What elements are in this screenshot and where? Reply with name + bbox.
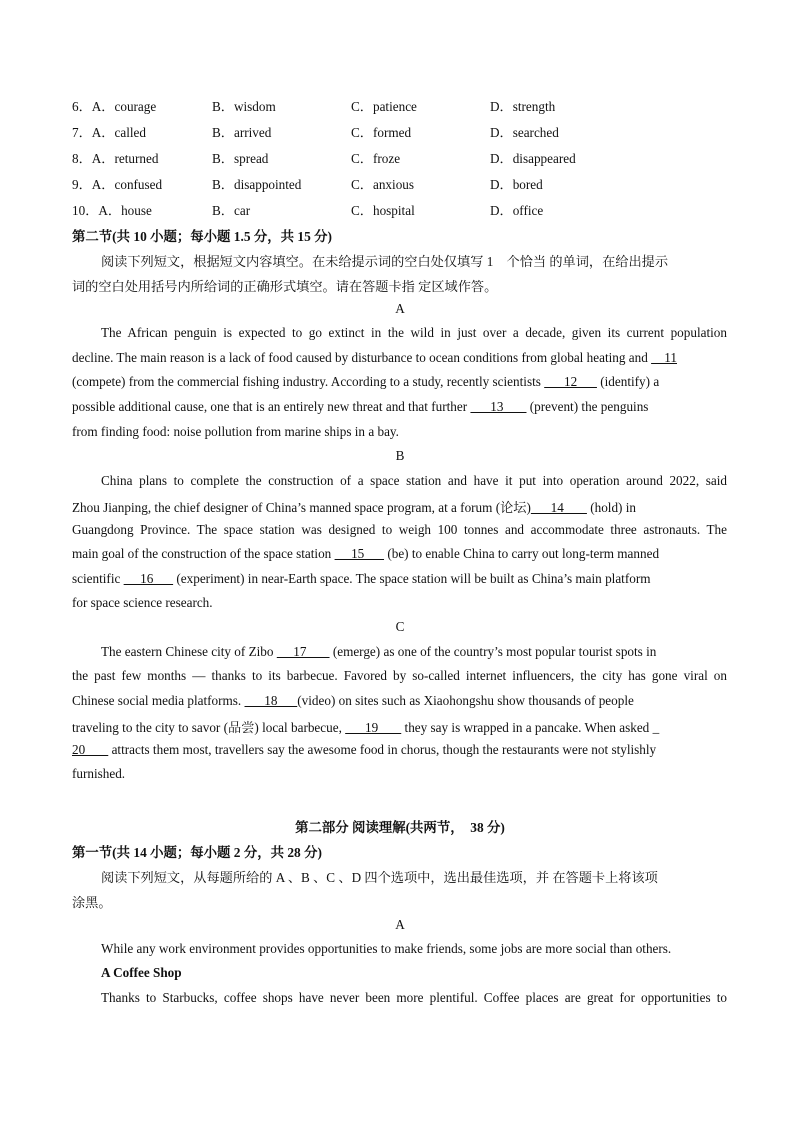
passage-line (72, 350, 727, 366)
passage-line: the past few months — thanks to its barbecue. Favored by so-called internet influencers, the city has gone viral on (72, 668, 727, 683)
blank-13: 13 (470, 399, 527, 414)
text: scientific (72, 571, 124, 586)
passage-line: furnished. (72, 766, 126, 781)
text: (be) to enable China to carry out long-term manned (384, 546, 660, 561)
passage-line (72, 399, 727, 415)
option-d: D．office (490, 203, 544, 218)
option-b: B．arrived (212, 125, 272, 140)
option-c: C．froze (351, 151, 401, 166)
option-d: D．bored (490, 177, 543, 192)
option-c: C．anxious (351, 177, 415, 192)
passage-line (72, 374, 727, 390)
blank-18: 18 (244, 693, 298, 708)
passage-line: Thanks to Starbucks, coffee shops have never been more plentiful. Coffee places are great for opportunities to (101, 990, 727, 1005)
passage-line: China plans to complete the construction of a space station and have it put into operation around 2022, said (101, 473, 727, 488)
passage-label: A (395, 917, 405, 932)
option-row-7 (72, 122, 732, 142)
passage-line (72, 693, 727, 709)
option-c: C．formed (351, 125, 412, 140)
text: (compete) from the commercial fishing industry. According to a study, recently scientists (72, 374, 545, 389)
passage-label: C (395, 619, 405, 634)
text: attracts them most, travellers say the awesome food in chorus, though the restaurants were not stylishly (108, 742, 657, 757)
passage-line (72, 644, 727, 660)
text: (video) on sites such as Xiaohongshu show thousands of people (297, 693, 634, 708)
option-d: D．disappeared (490, 151, 576, 166)
text: (identify) a (596, 374, 660, 389)
text: possible additional cause, one that is an entirely new threat and that further (72, 399, 471, 414)
option-a: 10．A．house (72, 203, 152, 218)
text: Chinese social media platforms. (72, 693, 245, 708)
blank-16: 16 (123, 571, 174, 586)
section-title: 第二节(共 10 小题；每小题 1.5 分，共 15 分) (72, 229, 332, 244)
text: main goal of the construction of the space station (72, 546, 335, 561)
passage-line (72, 497, 727, 516)
option-a: 6．A．courage (72, 99, 157, 114)
text: (experiment) in near-Earth space. The space station will be built as China’s main platform (173, 571, 651, 586)
option-a: 8．A．returned (72, 151, 159, 166)
text: (prevent) the penguins (526, 399, 649, 414)
instruction-line: 阅读下列短文，从每题所给的 A 、B 、C 、D 四个选项中，选出最佳选项，并 在答题卡上将该项 (101, 870, 658, 885)
blank-12: 12 (544, 374, 597, 389)
text: (hold) in (586, 500, 637, 515)
passage-line (72, 571, 727, 587)
text: The eastern Chinese city of Zibo (101, 644, 277, 659)
option-row-8 (72, 148, 732, 168)
option-b: B．wisdom (212, 99, 276, 114)
blank-11: 11 (651, 350, 677, 365)
option-a: 9．A．confused (72, 177, 163, 192)
passage-line: The African penguin is expected to go extinct in the wild in just over a decade, given its current population (101, 325, 727, 340)
blank-19: 19 (345, 720, 402, 735)
instruction-line: 涂黑。 (72, 895, 112, 910)
option-d: D．strength (490, 99, 556, 114)
passage-line: for space science research. (72, 595, 213, 610)
option-a: 7．A．called (72, 125, 146, 140)
passage-heading: A Coffee Shop (101, 965, 182, 980)
passage-line: from finding food: noise pollution from marine ships in a bay. (72, 424, 399, 439)
text: traveling to the city to savor (品尝) local barbecue, (72, 720, 346, 735)
text: decline. The main reason is a lack of food caused by disturbance to ocean conditions from global heating and (72, 350, 652, 365)
passage-label: B (395, 448, 405, 463)
blank-17: 17 (276, 644, 330, 659)
passage-line (72, 546, 727, 562)
option-b: B．spread (212, 151, 269, 166)
blank-15: 15 (334, 546, 385, 561)
blank-20-start: _ (652, 720, 660, 735)
option-row-6 (72, 96, 732, 116)
blank-14: 14 (530, 500, 587, 515)
text: Zhou Jianping, the chief designer of China’s manned space program, at a forum (论坛) (72, 500, 531, 515)
option-c: C．hospital (351, 203, 415, 218)
option-b: B．car (212, 203, 251, 218)
option-row-9 (72, 174, 732, 194)
passage-line: Guangdong Province. The space station was designed to weigh 100 tonnes and accommodate three astronauts. The (72, 522, 727, 537)
text: (emerge) as one of the country’s most popular tourist spots in (329, 644, 657, 659)
instruction-line: 词的空白处用括号内所给词的正确形式填空。请在答题卡指 定区域作答。 (72, 279, 498, 294)
option-row-10 (72, 200, 732, 220)
option-c: C．patience (351, 99, 417, 114)
text: they say is wrapped in a pancake. When asked (401, 720, 653, 735)
passage-line (72, 742, 727, 758)
passage-line (72, 717, 727, 736)
part-title: 第二部分 阅读理解(共两节， 38 分) (295, 820, 505, 835)
option-b: B．disappointed (212, 177, 302, 192)
passage-line: While any work environment provides opportunities to make friends, some jobs are more social than others. (101, 941, 672, 956)
instruction-line: 阅读下列短文，根据短文内容填空。在未给提示词的空白处仅填写 1 个恰当 的单词，在给出提示 (101, 254, 669, 269)
passage-label: A (395, 301, 405, 316)
blank-20: 20 (72, 742, 109, 757)
section-title: 第一节(共 14 小题；每小题 2 分，共 28 分) (72, 845, 322, 860)
option-d: D．searched (490, 125, 559, 140)
